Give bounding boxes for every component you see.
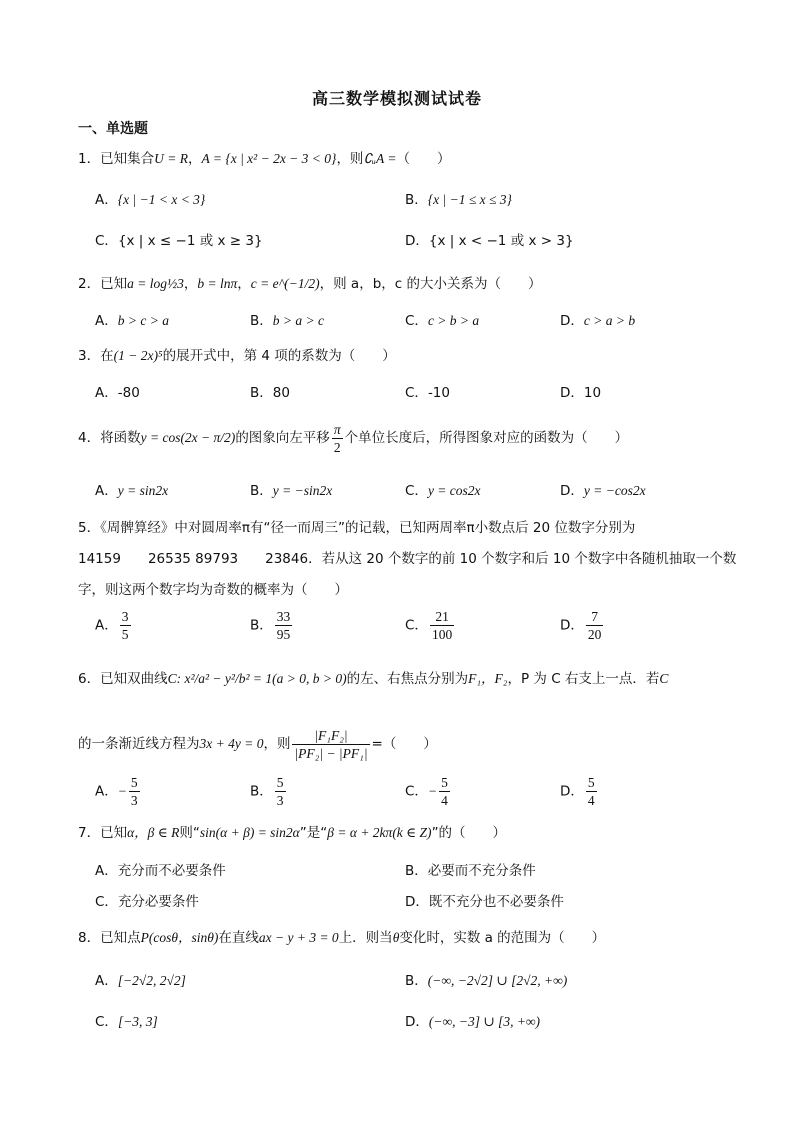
option-text: [−2√2, 2√2]	[117, 973, 186, 988]
option-label: D．	[405, 894, 429, 910]
math-expr: b = lnπ	[197, 276, 238, 291]
fraction-denominator: 100	[431, 627, 453, 642]
fraction	[430, 608, 454, 643]
question-5-line-1: 5．《周髀算经》中对圆周率π有“径一而周三”的记载，已知两周率π小数点后 20 位数字分别为	[78, 520, 636, 536]
q5-option-c[interactable]	[405, 608, 456, 643]
q3-option-c[interactable]	[405, 383, 450, 403]
option-label: A．	[95, 313, 118, 329]
stem-text: 的图象向左平移	[235, 430, 330, 446]
stem-text: 6．已知双曲线	[78, 671, 168, 687]
fraction-numerator: 5	[441, 775, 448, 790]
stem-text: 的一条渐近线方程为	[78, 736, 200, 752]
q1-option-a[interactable]	[95, 190, 205, 210]
option-label: B．	[250, 617, 273, 634]
stem-text: 个单位长度后，所得图象对应的函数为（ ）	[344, 430, 629, 446]
stem-text: ，则	[263, 736, 291, 752]
fraction	[586, 608, 604, 643]
fraction-denominator: 2	[333, 439, 341, 455]
q8-option-a[interactable]	[95, 971, 186, 991]
option-text: b > a > c	[272, 313, 324, 328]
fraction-numerator: 7	[586, 608, 604, 626]
q5-option-b[interactable]	[250, 608, 294, 643]
option-text: b > c > a	[117, 313, 169, 328]
fraction-denominator: 3	[276, 793, 284, 808]
option-label: B．	[250, 783, 273, 800]
q3-option-b[interactable]	[250, 383, 290, 403]
option-text: 充分必要条件	[117, 894, 199, 910]
fraction-denominator: 5	[121, 627, 129, 642]
option-text: [−3, 3]	[117, 1014, 158, 1029]
question-5-line-3: 字，则这两个数字均为奇数的概率为（ ）	[78, 582, 348, 598]
math-expr: (1 − 2x)⁵	[113, 348, 163, 363]
q1-option-d[interactable]	[405, 231, 574, 251]
stem-text: ”的（ ）	[431, 825, 507, 841]
stem-text: ，则 a，b，c 的大小关系为（ ）	[319, 276, 542, 292]
fraction-numerator: 5	[587, 775, 595, 790]
option-label: C．	[405, 313, 428, 329]
fraction-numerator: |F₁F₂|	[292, 727, 369, 745]
option-text: 80	[272, 385, 290, 401]
q6-option-b[interactable]	[250, 774, 288, 809]
math-expr: α，β ∈ R	[127, 825, 180, 840]
option-label: A．	[95, 192, 118, 208]
option-label: B．	[405, 863, 428, 879]
q6-option-d[interactable]	[560, 774, 599, 809]
q7-option-d[interactable]	[405, 892, 564, 912]
question-3-stem	[78, 346, 396, 366]
stem-text: ，	[183, 276, 198, 292]
q1-option-b[interactable]	[405, 190, 512, 210]
fraction-numerator: 21	[430, 608, 454, 626]
option-label: A．	[95, 617, 118, 634]
stem-text: 7．已知	[78, 825, 128, 841]
option-label: C．	[95, 1014, 118, 1030]
math-expr: U = R	[154, 151, 188, 166]
option-label: D．	[405, 233, 429, 249]
option-text: {x | x < −1 或 x > 3}	[428, 233, 574, 249]
q5-option-d[interactable]	[560, 608, 605, 643]
option-label: D．	[560, 617, 584, 634]
q2-option-d[interactable]	[560, 311, 635, 331]
math-expr: y = cos(2x − π/2)	[140, 430, 236, 445]
option-sign: −	[117, 783, 127, 799]
option-label: A．	[95, 863, 118, 879]
question-1-stem	[78, 149, 450, 169]
option-text: y = cos2x	[427, 483, 481, 498]
question-2-stem	[78, 274, 541, 294]
question-7-stem	[78, 823, 506, 843]
option-label: C．	[405, 483, 428, 499]
stem-text: 1．已知集合	[78, 151, 155, 167]
option-text: (−∞, −3] ∪ [3, +∞)	[428, 1014, 541, 1029]
q8-option-b[interactable]	[405, 971, 567, 991]
fraction-denominator: 3	[130, 793, 138, 808]
stem-text: ，	[187, 151, 202, 167]
fraction	[332, 421, 343, 456]
fraction	[129, 774, 140, 809]
option-label: C．	[405, 617, 428, 634]
stem-text: 2．已知	[78, 276, 128, 292]
q7-option-a[interactable]	[95, 861, 226, 881]
option-label: A．	[95, 973, 118, 989]
q4-option-c[interactable]	[405, 481, 481, 501]
fraction-numerator: π	[333, 421, 341, 437]
math-expr: sin(α + β) = sin2α	[199, 825, 300, 840]
option-label: B．	[250, 483, 273, 499]
stem-text: 的左、右焦点分别为	[346, 671, 469, 687]
stem-text: 在直线	[218, 930, 259, 946]
math-expr: C	[659, 671, 669, 686]
option-text: {x | −1 < x < 3}	[117, 192, 206, 207]
q3-option-d[interactable]	[560, 383, 601, 403]
math-expr: θ	[392, 930, 400, 945]
option-text: 既不充分也不必要条件	[428, 894, 564, 910]
option-text: {x | −1 ≤ x ≤ 3}	[427, 192, 512, 207]
fraction-denominator: 95	[276, 627, 291, 642]
option-text: {x | x ≤ −1 或 x ≥ 3}	[117, 233, 263, 249]
math-expr: β = α + 2kπ(k ∈ Z)	[327, 825, 432, 840]
q7-option-c[interactable]	[95, 892, 199, 912]
stem-text: 的展开式中，第 4 项的系数为（ ）	[162, 348, 396, 364]
math-expr: ax − y + 3 = 0	[258, 930, 339, 945]
q8-option-c[interactable]	[95, 1012, 158, 1032]
option-text: y = −sin2x	[272, 483, 333, 498]
option-text: c > b > a	[427, 313, 480, 328]
question-6-line-2	[78, 724, 437, 764]
option-text: -80	[117, 385, 140, 401]
q2-option-c[interactable]	[405, 311, 479, 331]
fraction-denominator: 20	[587, 627, 602, 642]
stem-text: 8．已知点	[78, 930, 141, 946]
math-expr: ∁ᵤA =	[363, 151, 397, 166]
option-label: D．	[560, 483, 584, 499]
fraction	[275, 608, 293, 643]
option-text: 必要而不充分条件	[427, 863, 536, 879]
fraction	[439, 774, 450, 809]
q6-option-a[interactable]	[95, 774, 142, 809]
q2-option-a[interactable]	[95, 311, 169, 331]
fraction-denominator: 4	[587, 793, 595, 808]
question-5-line-2: 14159 26535 89793 23846．若从这 20 个数字的前 10 个数字和后 10 个数字中各随机抽取一个数	[78, 551, 737, 567]
q8-option-d[interactable]	[405, 1012, 540, 1032]
q1-option-c[interactable]	[95, 231, 263, 251]
fraction-numerator: 3	[121, 609, 129, 624]
stem-text: 上．则当	[338, 930, 393, 946]
math-expr: a = log½3	[127, 276, 184, 291]
q6-option-c[interactable]	[405, 774, 452, 809]
option-text: 10	[583, 385, 602, 401]
stem-text: ”是“	[299, 825, 328, 841]
question-6-line-1	[78, 669, 668, 689]
stem-text: 3．在	[78, 348, 114, 364]
option-label: C．	[95, 233, 118, 249]
option-text: c > a > b	[583, 313, 636, 328]
fraction-numerator: 5	[276, 775, 284, 790]
option-text: -10	[427, 385, 450, 401]
stem-text: 变化时，实数 a 的范围为（ ）	[399, 930, 606, 946]
q4-option-b[interactable]	[250, 481, 332, 501]
option-label: C．	[405, 783, 428, 800]
q5-option-a[interactable]	[95, 608, 133, 643]
stem-text: ，P 为 C 右支上一点．若	[507, 671, 660, 687]
stem-text: ，则	[336, 151, 364, 167]
math-expr: c = e^(−1/2)	[250, 276, 320, 291]
option-label: C．	[95, 894, 118, 910]
fraction-denominator: |PF₂| − |PF₁|	[294, 745, 368, 761]
fraction-numerator: 5	[130, 775, 138, 790]
q7-option-b[interactable]	[405, 861, 536, 881]
math-expr: F₁，F₂	[468, 671, 508, 686]
stem-text: （ ）	[396, 151, 451, 167]
stem-text: =（ ）	[371, 736, 437, 752]
stem-text: 则“	[179, 825, 200, 841]
option-label: D．	[560, 385, 584, 401]
q2-option-b[interactable]	[250, 311, 324, 331]
option-label: D．	[405, 1014, 429, 1030]
fraction	[586, 774, 597, 809]
question-4-stem	[78, 420, 628, 456]
math-expr: C: x²/a² − y²/b² = 1(a > 0, b > 0)	[167, 671, 347, 686]
option-label: B．	[405, 973, 428, 989]
q4-option-a[interactable]	[95, 481, 168, 501]
q4-option-d[interactable]	[560, 481, 646, 501]
fraction-denominator: 4	[441, 793, 448, 808]
option-text: 充分而不必要条件	[117, 863, 226, 879]
option-label: A．	[95, 385, 118, 401]
fraction	[292, 727, 369, 762]
math-expr: A = {x | x² − 2x − 3 < 0}	[201, 151, 337, 166]
option-label: B．	[405, 192, 428, 208]
option-label: D．	[560, 313, 584, 329]
section-heading: 一、单选题	[78, 121, 148, 137]
option-label: A．	[95, 483, 118, 499]
math-expr: 3x + 4y = 0	[199, 736, 264, 751]
fraction	[120, 608, 131, 643]
fraction	[275, 774, 286, 809]
q3-option-a[interactable]	[95, 383, 140, 403]
option-label: B．	[250, 313, 273, 329]
option-text: y = −cos2x	[583, 483, 646, 498]
question-8-stem	[78, 928, 605, 948]
option-label: C．	[405, 385, 428, 401]
option-label: D．	[560, 783, 584, 800]
option-label: A．	[95, 783, 118, 800]
math-expr: P(cosθ，sinθ)	[140, 930, 219, 945]
option-text: (−∞, −2√2] ∪ [2√2, +∞)	[427, 973, 568, 988]
option-text: y = sin2x	[117, 483, 169, 498]
option-sign: −	[427, 783, 438, 799]
page-title: 高三数学模拟测试试卷	[311, 89, 482, 108]
stem-text: 4．将函数	[78, 430, 141, 446]
stem-text: ，	[237, 276, 251, 292]
option-label: B．	[250, 385, 273, 401]
fraction-numerator: 33	[276, 609, 291, 624]
